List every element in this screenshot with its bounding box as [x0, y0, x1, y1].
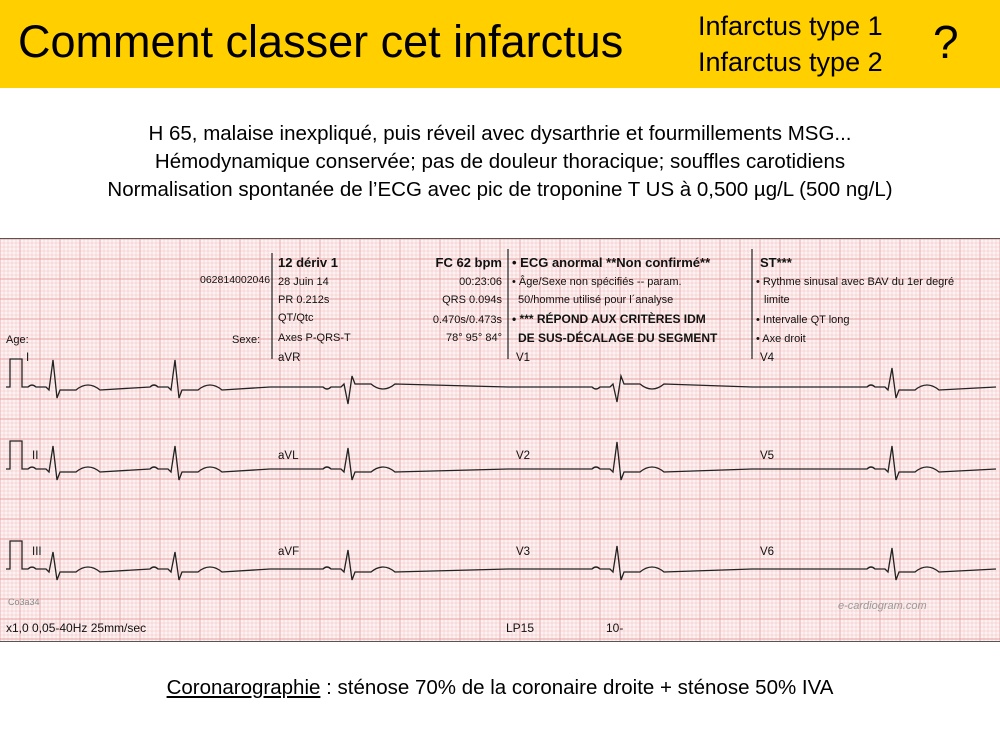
ecg-footer-lp: LP15	[506, 621, 535, 635]
ecg-interp-5: DE SUS-DÉCALAGE DU SEGMENT	[518, 331, 718, 345]
ecg-interp-4: • *** RÉPOND AUX CRITÈRES IDM	[512, 312, 706, 326]
coronarography-text: : sténose 70% de la coronaire droite + sténose 50% IVA	[320, 676, 834, 699]
ecg-findings-3: • Intervalle QT long	[756, 314, 850, 326]
lead-label-aVR: aVR	[278, 352, 301, 364]
ecg-findings-4: • Axe droit	[756, 333, 806, 345]
ecg-interp-2: • Âge/Sexe non spécifiés -- param.	[512, 276, 682, 288]
ecg-interp-3: 50/homme utilisé pour l´analyse	[518, 294, 674, 306]
lead-label-V1: V1	[516, 352, 531, 364]
infarct-type-options	[698, 8, 883, 80]
lead-label-II: II	[32, 450, 39, 462]
ecg-tracing	[0, 238, 1000, 642]
lead-label-I: I	[26, 352, 30, 364]
lead-label-V3: V3	[516, 546, 531, 558]
lead-label-V6: V6	[760, 546, 775, 558]
case-line-2: Hémodynamique conservée; pas de douleur thoracique; souffles carotidiens	[154, 150, 846, 173]
slide-title: Comment classer cet infarctus	[18, 16, 624, 67]
option-type-1: Infarctus type 1	[698, 11, 883, 41]
ecg-pr: PR 0.212s	[278, 294, 330, 306]
ecg-trace-segment	[508, 442, 752, 480]
ecg-leads-count: 12 dériv 1	[278, 255, 338, 270]
lead-label-V4: V4	[760, 352, 775, 364]
coronarography-result	[0, 674, 1000, 702]
case-line-3: Normalisation spontanée de l’ECG avec pic de troponine T US à 0,500 µg/L (500 ng/L)	[107, 178, 893, 201]
ecg-time: 00:23:06	[459, 276, 502, 288]
ecg-trace-segment	[270, 376, 508, 404]
ecg-code: Co3a34	[8, 597, 40, 607]
ecg-hr: FC 62 bpm	[435, 255, 502, 270]
ecg-qt-values: 0.470s/0.473s	[432, 314, 502, 326]
ecg-trace-segment	[508, 376, 752, 402]
ecg-footer-mark: 10-	[606, 621, 624, 635]
ecg-date: 28 Juin 14	[278, 276, 329, 288]
coronarography-label: Coronarographie	[166, 676, 321, 699]
ecg-findings-1: • Rythme sinusal avec BAV du 1er degré	[756, 276, 955, 288]
ecg-traces	[6, 359, 996, 580]
title-banner	[0, 0, 1000, 88]
lead-label-aVL: aVL	[278, 450, 299, 462]
ecg-st-label: ST***	[760, 255, 792, 270]
lead-label-aVF: aVF	[278, 546, 300, 558]
lead-label-V5: V5	[760, 450, 775, 462]
ecg-trace-segment	[270, 550, 508, 580]
ecg-axes-label: Axes P-QRS-T	[278, 332, 351, 344]
ecg-findings-2: limite	[764, 294, 790, 306]
lead-label-V2: V2	[516, 450, 531, 462]
ecg-id: 062814002046	[200, 274, 271, 286]
case-description	[0, 120, 1000, 204]
ecg-sex-label: Sexe:	[232, 334, 261, 346]
ecg-interp-1: • ECG anormal **Non confirmé**	[512, 255, 711, 270]
ecg-qt-label: QT/Qtc	[278, 312, 314, 324]
ecg-trace-segment	[270, 448, 508, 480]
ecg-trace-segment	[752, 548, 996, 580]
option-type-2: Infarctus type 2	[698, 47, 883, 77]
lead-label-III: III	[32, 546, 42, 558]
ecg-age-label: Age:	[6, 334, 29, 346]
ecg-axes-values: 78° 95° 84°	[445, 332, 502, 344]
ecg-svg	[0, 239, 1000, 641]
question-mark: ?	[933, 16, 959, 68]
ecg-trace-segment	[6, 359, 270, 398]
ecg-watermark: e-cardiogram.com	[838, 600, 927, 612]
ecg-trace-segment	[6, 541, 270, 580]
ecg-qrs: QRS 0.094s	[442, 294, 502, 306]
case-line-1: H 65, malaise inexpliqué, puis réveil avec dysarthrie et fourmillements MSG...	[148, 122, 852, 145]
ecg-footer-speed: x1,0 0,05-40Hz 25mm/sec	[6, 621, 147, 635]
